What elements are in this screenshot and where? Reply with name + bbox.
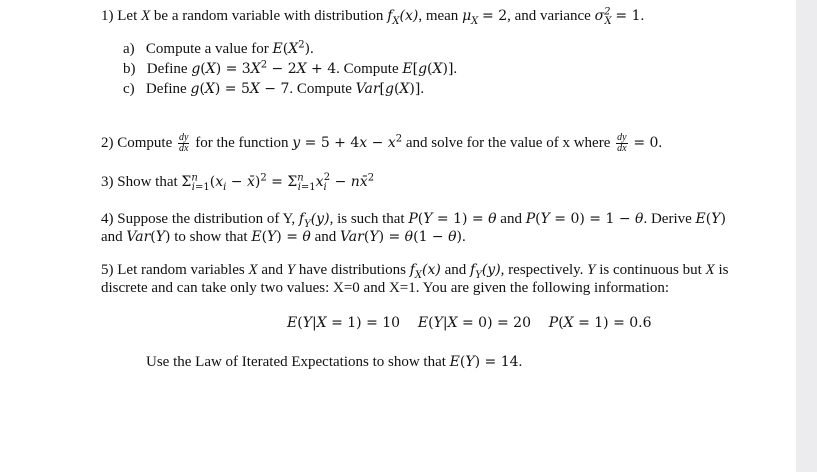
q1-part-a: a) Compute a value for $E(X^2)$. (123, 39, 314, 57)
q1-part-b: b) Define $g(X) = 3X^2 - 2X + 4$. Compute E[g(X)]. (123, 59, 458, 77)
q5-line2: discrete and can take only two values: X=0 and X=1. You are given the following information: (101, 280, 670, 296)
q4-line2: and Var(Y) to show that E(Y) = θ and Var(Y) = θ(1 − θ). (101, 229, 466, 245)
q5-closing: Use the Law of Iterated Expectations to show that E(Y) = 14. (146, 354, 523, 370)
scrollbar-track[interactable] (796, 0, 817, 472)
q1-intro: 1) Let X be a random variable with distribution $f_X(x)$, mean $\mu_X = 2$, and variance $\sigma^2_X = 1$. (101, 6, 645, 27)
q2-text: 2) Compute $\frac{dy}{dx}$ for the function $y = 5 + 4x - x^2$ and solve for the value of x where $\frac{dy}{dx}$ = 0. (101, 132, 663, 154)
q5-line1: 5) Let random variables X and Y have distributions $f_X(x)$ and $f_Y(y)$, respectively. Y is continuous but X is (101, 262, 729, 281)
q4-line1: 4) Suppose the distribution of Y, $f_Y(y)$, is such that P(Y = 1) = θ and P(Y = 0) = 1 − θ. Derive E(Y) (101, 211, 726, 230)
q1-part-c: c) Define g(X) = 5X − 7. Compute Var[g(X)]. (123, 81, 425, 97)
q3-text: 3) Show that $\Sigma^n_{i=1}(x_i$ − x̄)$^2$ = $\Sigma^n_{i=1}x_i^2$ − nx̄$^2$ (101, 172, 375, 193)
q5-given: E(Y|X = 1) = 10 E(Y|X = 0) = 20 P(X = 1) = 0.6 (287, 315, 652, 331)
